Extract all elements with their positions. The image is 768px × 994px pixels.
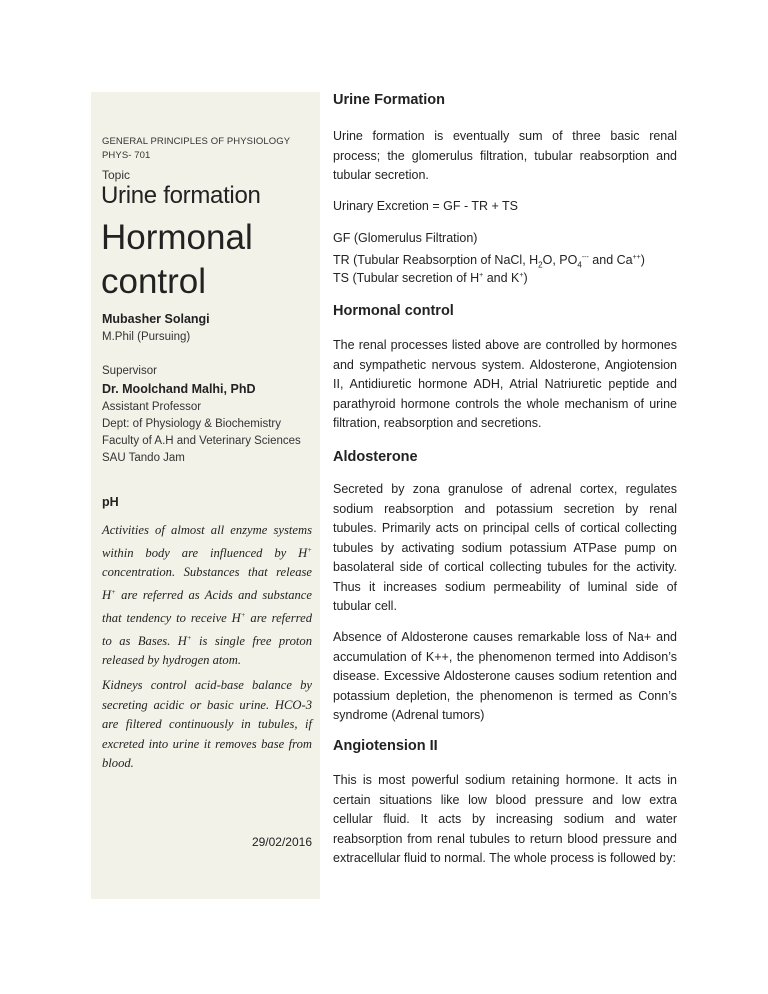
ph-paragraph-1: Activities of almost all enzyme systems within body are influenced by H+ concentration. Substances that release H+ are referred as Acids and substance that tendency to receive H+ are referred to as Bases. H+ is single free proton released by hydrogen atom. bbox=[102, 523, 312, 668]
ts-line: TS (Tubular secretion of H+ and K+) bbox=[333, 271, 528, 286]
supervisor-title: Assistant Professor bbox=[102, 401, 202, 413]
aldosterone-paragraph-1: Secreted by zona granulose of adrenal cortex, regulates sodium reabsorption and potassium secretion by renal tubules. Primarily acts on principal cells of cortical collecting tubules by activating sodium potassium ATPase pump on basolateral side of cortical collecting tubules for the activity. Thus it increases sodium permeability of luminal side of tubular cell. bbox=[333, 482, 677, 613]
author-name: Mubasher Solangi bbox=[102, 312, 210, 326]
supervisor-dept: Dept: of Physiology & Biochemistry bbox=[102, 418, 281, 430]
sidebar-panel bbox=[91, 92, 320, 899]
author-degree: M.Phil (Pursuing) bbox=[102, 331, 191, 343]
course-title: GENERAL PRINCIPLES OF PHYSIOLOGY bbox=[102, 136, 291, 147]
angiotensin-paragraph: This is most powerful sodium retaining hormone. It acts in certain situations like low blood pressure and low extra cellular fluid. It acts by increasing sodium and water reabsorption from renal tubules to return blood pressure and extracellular fluid to normal. The whole process is followed by: bbox=[333, 773, 677, 865]
urine-paragraph: Urine formation is eventually sum of three basic renal process; the glomerulus filtration, tubular reabsorption and tubular secretion. bbox=[333, 129, 677, 182]
document-date: 29/02/2016 bbox=[251, 835, 312, 849]
topic-title-line2: Hormonal bbox=[101, 218, 253, 257]
hormonal-paragraph: The renal processes listed above are controlled by hormones and sympathetic nervous system. Aldosterone, Angiotension II, Antidiuretic hormone ADH, Atrial Natriuretic peptide and parathyroid hormone controls the whole mechanism of urine filtration, reabsorption and secretions. bbox=[333, 338, 677, 430]
ph-heading: pH bbox=[102, 495, 119, 509]
topic-title-block bbox=[101, 216, 253, 304]
gf-line: GF (Glomerulus Filtration) bbox=[333, 231, 478, 245]
topic-title-line3: control bbox=[101, 262, 207, 301]
topic-label: Topic bbox=[102, 168, 131, 182]
course-code: PHYS- 701 bbox=[102, 150, 151, 161]
supervisor-university: SAU Tando Jam bbox=[102, 452, 185, 464]
topic-title-line1: Urine formation bbox=[101, 182, 261, 209]
supervisor-name: Dr. Moolchand Malhi, PhD bbox=[102, 382, 256, 396]
heading-angiotensin: Angiotension II bbox=[333, 738, 438, 754]
aldosterone-paragraph-2: Absence of Aldosterone causes remarkable loss of Na+ and accumulation of K++, the phenomenon termed into Addison’s disease. Excessive Aldosterone causes sodium retention and potassium depletion, the phenomenon is termed as Conn’s syndrome (Adrenal tumors) bbox=[333, 630, 677, 722]
supervisor-faculty: Faculty of A.H and Veterinary Sciences bbox=[102, 435, 301, 447]
ph-paragraph-2: Kidneys control acid-base balance by secreting acidic or basic urine. HCO-3 are filtered continuously in tubules, if excreted into urine it removes base from blood. bbox=[102, 678, 312, 771]
heading-hormonal-control: Hormonal control bbox=[333, 303, 454, 319]
supervisor-label: Supervisor bbox=[102, 365, 157, 377]
heading-aldosterone: Aldosterone bbox=[333, 449, 418, 465]
heading-urine-formation: Urine Formation bbox=[333, 92, 445, 108]
tr-line: TR (Tubular Reabsorption of NaCl, $H_2O$, $PO_4^{---}$ and Ca++) bbox=[333, 253, 645, 270]
excretion-equation: Urinary Excretion = GF - TR + TS bbox=[333, 199, 519, 213]
